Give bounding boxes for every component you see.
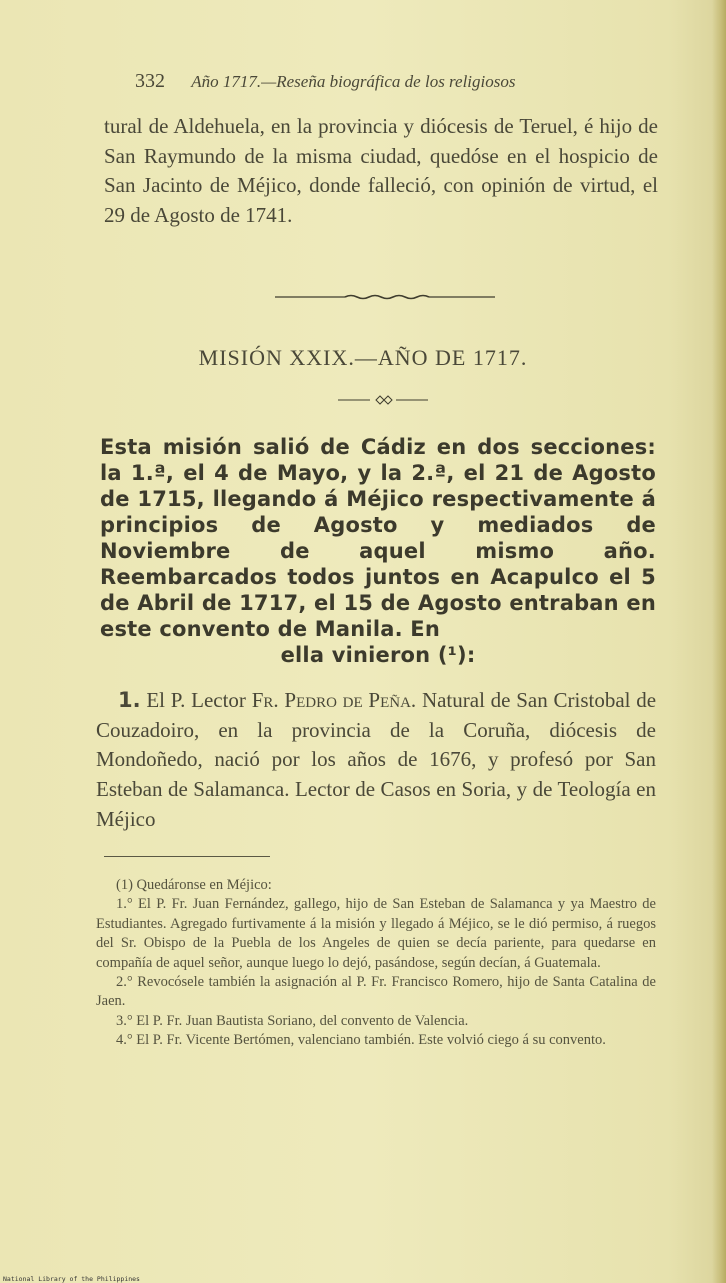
mission-heading: MISIÓN XXIX.—AÑO DE 1717.	[198, 345, 528, 370]
entry-number: 1.	[118, 688, 141, 712]
library-footer: National Library of the Philippines	[3, 1275, 140, 1283]
intro-paragraph: tural de Aldehuela, en la provincia y diócesis de Teruel, é hijo de San Raymundo de la misma ciudad, quedóse en el hospicio de San Jacinto de Méjico, donde falleció, con opinión de virtud, el 29 de Agosto de 1741.	[104, 114, 658, 228]
footnotes	[96, 876, 656, 1051]
page-number: 332	[135, 70, 165, 92]
footnote-intro: (1) Quedáronse en Méjico:	[116, 877, 272, 893]
mission-summary-body: Esta misión salió de Cádiz en dos secciones: la 1.ª, el 4 de Mayo, y la 2.ª, el 21 de Agosto de 1715, llegando á Méjico respectivamente á principios de Agosto y mediados de Noviembre de aquel mismo año. Reembarcados todos juntos en Acapulco el 5 de Abril de 1717, el 15 de Agosto entraban en este convento de Manila. En	[100, 435, 656, 641]
small-ornament	[338, 395, 428, 405]
footnote-rule	[104, 856, 270, 857]
page-edge-shadow	[712, 0, 726, 1283]
header-title: Año 1717.—Reseña biográfica de los religiosos	[191, 72, 516, 91]
mission-summary	[100, 434, 656, 668]
footnote-item: 3.° El P. Fr. Juan Bautista Soriano, del convento de Valencia.	[116, 1012, 469, 1029]
entry-text: Natural de San Cristobal de Couzadoiro, en la provincia de la Coruña, diócesis de Mondoñedo, nació por los años de 1676, y profesó por San Esteban de Salamanca. Lector de Casos en Soria, y de Teología en Méjico	[96, 688, 657, 831]
footnote-item: 2.° Revocósele también la asignación al P. Fr. Francisco Romero, hijo de Santa Catalina de Jaen.	[96, 974, 656, 1010]
biography-entry-1	[96, 686, 656, 835]
mission-summary-last-line: ella vinieron (¹):	[280, 643, 476, 667]
entry-prefix: El P. Lector	[146, 688, 246, 712]
footnote-item: 4.° El P. Fr. Vicente Bertómen, valenciano también. Este volvió ciego á su convento.	[116, 1032, 606, 1049]
running-header	[135, 70, 516, 93]
footnote-item: 1.° El P. Fr. Juan Fernández, gallego, hijo de San Esteban de Salamanca y ya Maestro de Estudiantes. Agregado furtivamente á la misión y llegado á Méjico, se le dió permiso, á ruegos del Sr. Obispo de la Puebla de los Angeles de quien se decía pariente, para quedarse en compañía de aquel señor, aunque luego lo dejó, pasándose, según decían, á Guatemala.	[96, 896, 656, 971]
entry-name: Fr. Pedro de Peña.	[251, 688, 417, 712]
ornamental-rule	[275, 294, 495, 300]
